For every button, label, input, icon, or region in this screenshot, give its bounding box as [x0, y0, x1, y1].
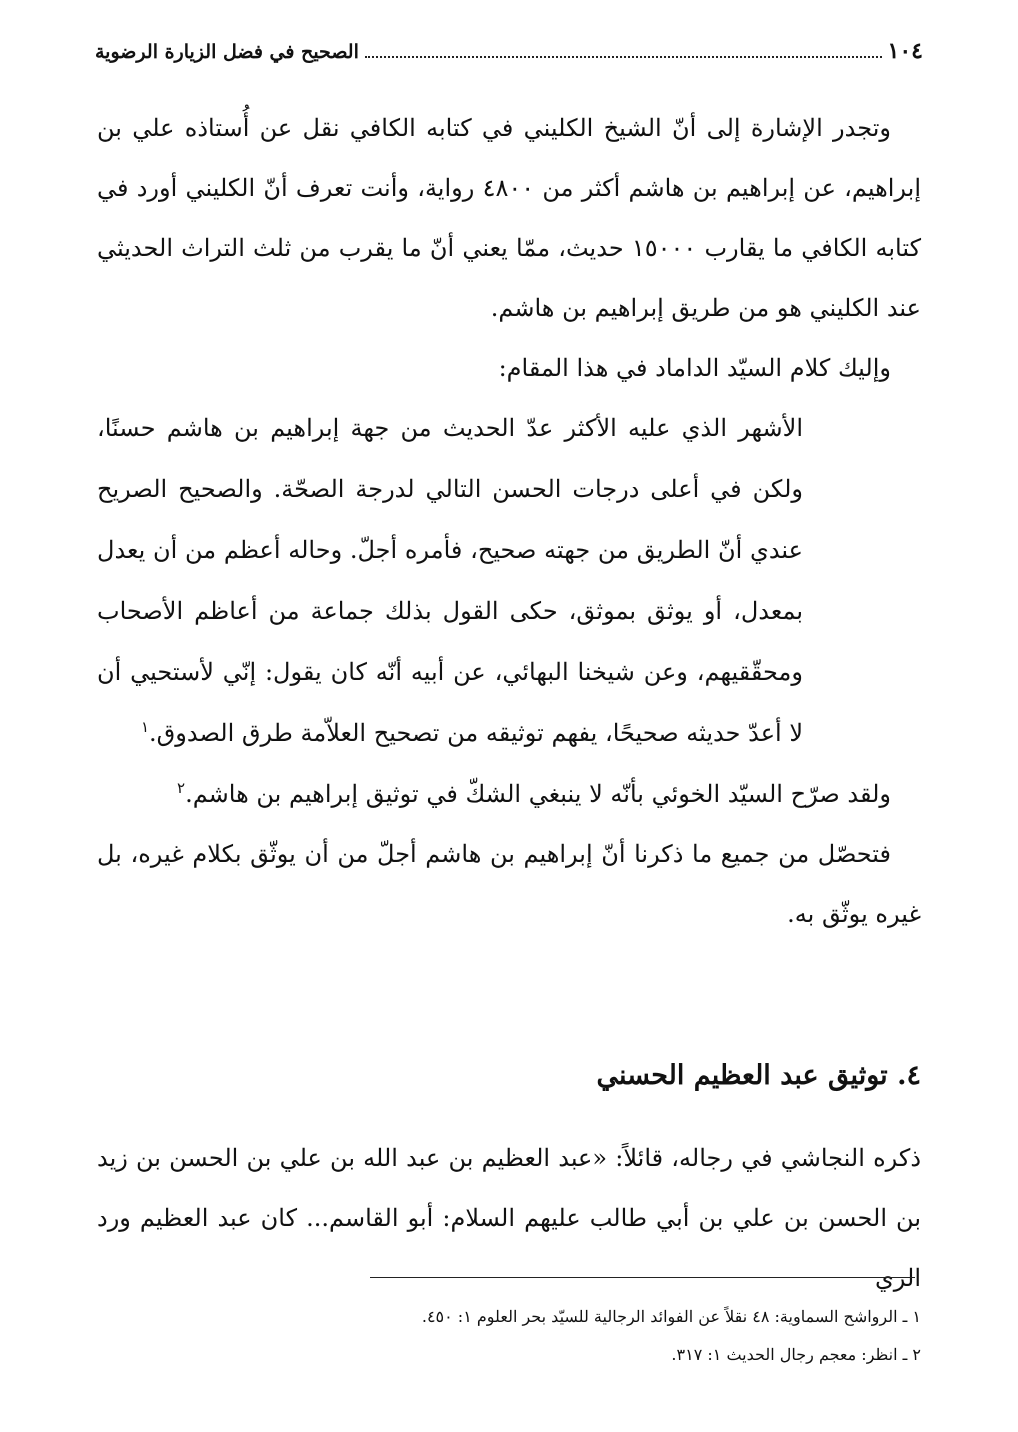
main-text — [97, 98, 921, 944]
paragraph-damad-intro: وإليك كلام السيّد الداماد في هذا المقام: — [498, 354, 891, 382]
page-header — [95, 38, 923, 70]
footnote-2: ٢ ـ انظر: معجم رجال الحديث ١: ٣١٧. — [671, 1345, 921, 1364]
section-heading: ٤. توثيق عبد العظيم الحسني — [596, 1060, 921, 1091]
quotation-damad — [97, 398, 921, 764]
khoei-text: ولقد صرّح السيّد الخوئي بأنّه لا ينبغي الشكّ في توثيق إبراهيم بن هاشم. — [185, 780, 891, 808]
paragraph-khoei — [97, 764, 921, 824]
paragraph-conclusion: فتحصّل من جميع ما ذكرنا أنّ إبراهيم بن هاشم أجلّ من أن يوثّق بكلام غيره، بل غيره يوثّق به. — [97, 840, 921, 928]
footnote-marker-2: ٢ — [177, 779, 186, 797]
header-dotted-leader — [365, 42, 882, 58]
footnote-1: ١ ـ الرواشح السماوية: ٤٨ نقلاً عن الفوائد الرجالية للسيّد بحر العلوم ١: ٤٥٠. — [421, 1307, 921, 1326]
page-number: ١٠٤ — [887, 38, 923, 64]
quotation-text: الأشهر الذي عليه الأكثر عدّ الحديث من جهة إبراهيم بن هاشم حسنًا، ولكن في أعلى درجات الحسن التالي لدرجة الصحّة. والصحيح الصريح عندي أنّ الطريق من جهته صحيح، فأمره أجلّ. وحاله أعظم من أن يعدل بمعدل، أو يوثق بموثق، حكى القول بذلك جماعة من أعاظم الأصحاب ومحقّقيهم، وعن شيخنا البهائي، عن أبيه أنّه كان يقول: إنّي لأستحيي أن لا أعدّ حديثه صحيحًا، يفهم توثيقه من تصحيح العلاّمة طرق الصدوق. — [97, 414, 803, 747]
running-title: الصحيح في فضل الزيارة الرضوية — [95, 41, 359, 63]
footnotes — [97, 1298, 921, 1374]
footnote-separator — [370, 1277, 915, 1278]
footnote-marker-1: ١ — [140, 718, 150, 736]
paragraph-najashi: ذكره النجاشي في رجاله، قائلاً: «عبد العظيم بن عبد الله بن علي بن الحسن بن زيد بن الحسن بن علي بن أبي طالب عليهم السلام: أبو القاسم... كان عبد العظيم ورد الري — [97, 1144, 922, 1292]
section-text — [97, 1128, 921, 1308]
paragraph-kafi-narrations: وتجدر الإشارة إلى أنّ الشيخ الكليني في كتابه الكافي نقل عن أُستاذه علي بن إبراهيم، عن إبراهيم بن هاشم أكثر من ٤٨٠٠ رواية، وأنت تعرف أنّ الكليني أورد في كتابه الكافي ما يقارب ١٥٠٠٠ حديث، ممّا يعني أنّ ما يقرب من ثلث التراث الحديثي عند الكليني هو من طريق إبراهيم بن هاشم. — [97, 114, 921, 322]
